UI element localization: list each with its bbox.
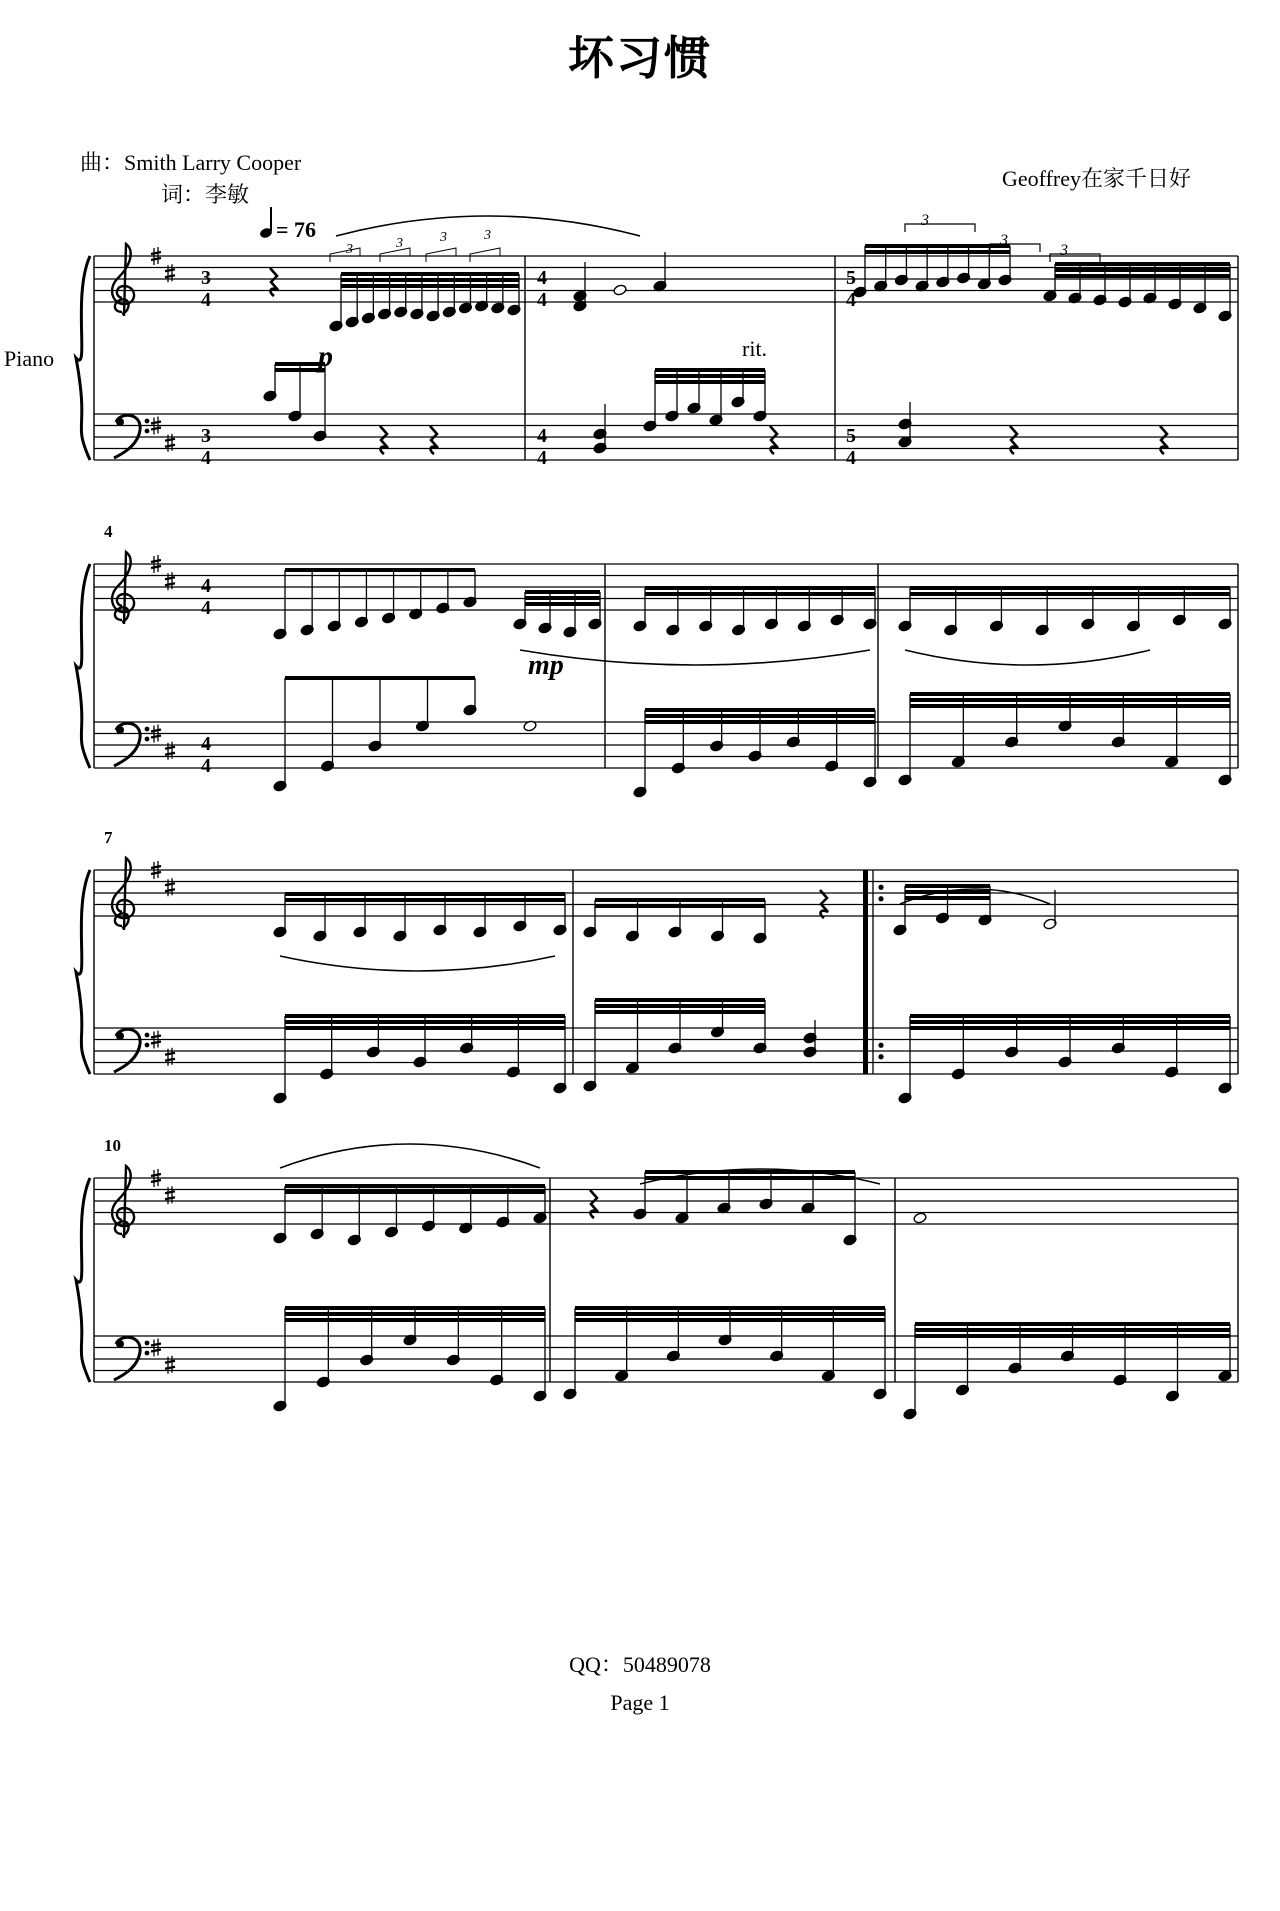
sharp-icon: [151, 566, 161, 568]
quarter-rest-icon: [770, 426, 778, 454]
tuplet-label: 3: [1000, 232, 1008, 249]
slur: [280, 1144, 540, 1168]
sharp-icon: [165, 747, 175, 749]
measure-number-4: 4: [104, 522, 113, 541]
sharp-icon: [151, 258, 161, 260]
sharp-icon: [151, 1350, 161, 1352]
bass-clef-dot: [145, 1341, 150, 1346]
tuplet-label: 3: [346, 242, 353, 257]
tuplet-bracket: [330, 248, 360, 262]
tuplet-bracket: [470, 248, 500, 262]
sharp-icon: [165, 577, 175, 579]
bass-clef-dot: [145, 1033, 150, 1038]
treble-clef-icon: [112, 244, 134, 316]
sharp-icon: [151, 422, 161, 424]
quarter-rest-icon: [380, 426, 388, 454]
measure-number-7: 7: [104, 828, 113, 847]
treble-clef-icon: [112, 1166, 134, 1238]
sharp-icon: [165, 269, 175, 271]
grand-staff-brace: [76, 564, 90, 768]
sharp-icon: [151, 736, 161, 738]
sharp-icon: [151, 730, 161, 732]
tuplet-label: 3: [484, 228, 491, 243]
note-head: [613, 284, 627, 296]
sharp-icon: [151, 872, 161, 874]
dynamic-mp: mp: [528, 650, 564, 681]
arranger-credit: Geoffrey在家千日好: [1002, 166, 1191, 191]
bass-clef-dot: [116, 726, 124, 734]
sharp-icon: [151, 428, 161, 430]
sharp-icon: [165, 583, 175, 585]
bass-clef-dot: [145, 1043, 150, 1048]
sharp-icon: [151, 560, 161, 562]
bass-clef-dot: [145, 429, 150, 434]
repeat-dot: [878, 1054, 883, 1059]
sharp-icon: [165, 883, 175, 885]
footer-page-number: Page 1: [610, 1690, 670, 1715]
sharp-icon: [165, 1059, 175, 1061]
tuplet-label: 3: [1060, 242, 1068, 259]
quarter-rest-icon: [590, 1190, 598, 1218]
repeat-dot: [878, 896, 883, 901]
slur: [280, 956, 555, 971]
lyricist-credit: 词：李敏: [161, 182, 250, 207]
sharp-icon: [165, 1191, 175, 1193]
treble-clef-icon: [112, 858, 134, 930]
tuplet-bracket: [380, 248, 410, 262]
sharp-icon: [165, 275, 175, 277]
sharp-icon: [151, 1180, 161, 1182]
quarter-rest-icon: [430, 426, 438, 454]
grand-staff-brace: [76, 870, 90, 1074]
tempo-value: = 76: [276, 217, 317, 242]
tuplet-label: 3: [921, 212, 929, 229]
grand-staff-brace: [76, 256, 90, 460]
quarter-rest-icon: [270, 268, 278, 296]
slur: [905, 650, 1150, 665]
tuplet-label: 3: [396, 236, 403, 251]
bass-clef-dot: [145, 419, 150, 424]
sharp-icon: [165, 889, 175, 891]
bass-clef-dot: [116, 1032, 124, 1040]
bass-clef-dot: [145, 727, 150, 732]
tuplet-bracket: [426, 248, 456, 262]
tuplet-label: 3: [440, 230, 447, 245]
sharp-icon: [165, 445, 175, 447]
quarter-rest-icon: [1160, 426, 1168, 454]
bass-clef-dot: [145, 737, 150, 742]
grand-staff-brace: [76, 1178, 90, 1382]
note-head: [913, 1212, 927, 1224]
sharp-icon: [165, 1367, 175, 1369]
sharp-icon: [151, 1042, 161, 1044]
treble-clef-icon: [112, 552, 134, 624]
sharp-icon: [151, 1344, 161, 1346]
sharp-icon: [151, 866, 161, 868]
tuplet-bracket: [1050, 254, 1100, 262]
ritardando-marking: rit.: [742, 336, 768, 361]
footer-qq: QQ：50489078: [569, 1652, 711, 1677]
dynamic-p: p: [318, 340, 333, 373]
bass-clef-dot: [116, 418, 124, 426]
repeat-dot: [878, 885, 883, 890]
bass-clef-dot: [116, 1340, 124, 1348]
sharp-icon: [165, 1053, 175, 1055]
sharp-icon: [151, 1174, 161, 1176]
quarter-rest-icon: [1010, 426, 1018, 454]
measure-number-10: 10: [104, 1136, 121, 1155]
sharp-icon: [165, 1197, 175, 1199]
sharp-icon: [165, 1361, 175, 1363]
bass-clef-dot: [145, 1351, 150, 1356]
composer-credit: 曲：Smith Larry Cooper: [80, 150, 302, 175]
sharp-icon: [151, 252, 161, 254]
sharp-icon: [151, 1036, 161, 1038]
score-title: 坏习惯: [568, 31, 712, 85]
tuplet-bracket: [905, 224, 975, 232]
instrument-label: Piano: [4, 346, 55, 371]
repeat-barline: [863, 870, 868, 1074]
sharp-icon: [165, 439, 175, 441]
repeat-dot: [878, 1043, 883, 1048]
slur: [520, 650, 870, 665]
sharp-icon: [165, 753, 175, 755]
